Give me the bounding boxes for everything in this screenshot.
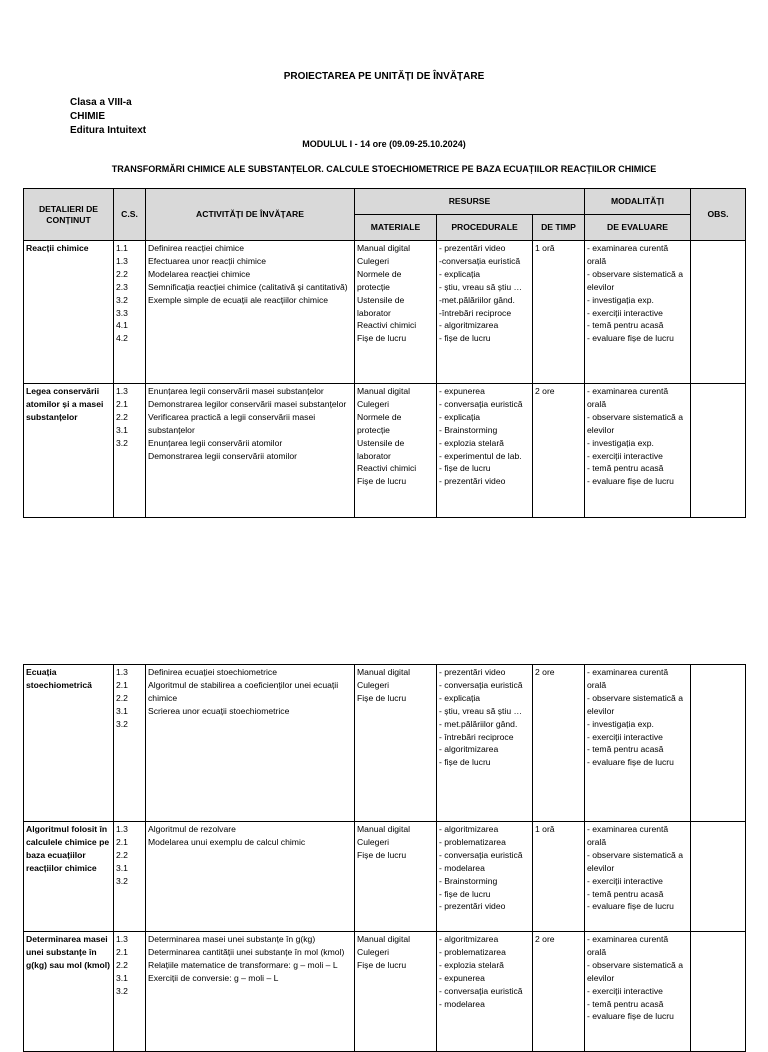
topic-cell: Algoritmul folosit în calculele chimice pe baza ecuațiilor reacțiilor chimice (24, 822, 114, 932)
cs-line: 2.2 (116, 849, 128, 860)
procedural-line: - explicația (439, 411, 481, 422)
table-row (24, 822, 746, 932)
evaluation-line: - examinarea curentă orală (587, 934, 669, 957)
cs-line: 2.2 (116, 959, 128, 970)
procedural-line: - fișe de lucru (439, 888, 491, 899)
header-resources: RESURSE (355, 189, 585, 215)
cs-line: 2.1 (116, 836, 128, 847)
procedural-cell (437, 384, 533, 518)
procedural-line: - întrebări reciproce (439, 731, 514, 742)
materials-line: Fișe de lucru (357, 959, 407, 970)
procedural-line: - fișe de lucru (439, 757, 491, 768)
cs-line: 1.3 (116, 255, 128, 266)
cs-line: 4.1 (116, 320, 128, 331)
activities-line: Determinarea masei unei substanțe în g(kg) (148, 934, 316, 944)
evaluation-cell (585, 241, 691, 384)
header-evaluation-top: MODALITĂȚI (585, 189, 691, 215)
header-obs: OBS. (691, 189, 746, 241)
procedural-line: - explicația (439, 268, 481, 279)
cs-line: 3.2 (116, 294, 128, 305)
evaluation-line: - temă pentru acasă (587, 888, 664, 899)
activities-cell (146, 932, 355, 1052)
obs-cell (691, 665, 746, 822)
activities-line: Efectuarea unor reacții chimice (148, 255, 266, 266)
materials-line: Normele de protecție (357, 268, 402, 292)
cs-line: 3.1 (116, 862, 128, 873)
cs-line: 3.3 (116, 307, 128, 318)
obs-cell (691, 384, 746, 518)
materials-line: Manual digital (357, 934, 411, 944)
materials-line: Ustensile de laborator (357, 437, 405, 461)
time-cell: 2 ore (533, 932, 585, 1052)
cs-line: 3.2 (116, 985, 128, 996)
activities-line: Exemple simple de ecuații ale reacțiilor chimice (148, 294, 329, 305)
materials-line: Culegeri (357, 255, 390, 266)
procedural-cell (437, 822, 533, 932)
materials-line: Fișe de lucru (357, 692, 407, 703)
planning-table (23, 188, 746, 518)
activities-line: Scrierea unor ecuații stoechiometrice (148, 705, 290, 716)
activities-line: Algoritmul de stabilirea a coeficienților unei ecuații chimice (148, 679, 339, 703)
evaluation-cell (585, 822, 691, 932)
materials-line: Reactivi chimici (357, 463, 417, 474)
materials-cell (355, 822, 437, 932)
materials-cell (355, 932, 437, 1052)
evaluation-line: - observare sistematică a elevilor (587, 411, 683, 435)
table-row (24, 665, 746, 822)
evaluation-line: - investigația exp. (587, 437, 654, 448)
procedural-line: - Brainstorming (439, 424, 498, 435)
evaluation-line: - evaluare fișe de lucru (587, 1011, 674, 1022)
procedural-line: - știu, vreau să știu … (439, 705, 523, 716)
cs-line: 2.3 (116, 281, 128, 292)
cs-cell (114, 665, 146, 822)
procedural-line: - prezentări video (439, 901, 506, 912)
activities-cell (146, 822, 355, 932)
materials-line: Fișe de lucru (357, 333, 407, 344)
activities-line: Determinarea cantității unei substanțe în mol (kmol) (148, 946, 345, 957)
header-procedural: PROCEDURALE (437, 215, 533, 241)
materials-line: Fișe de lucru (357, 849, 407, 860)
activities-line: Modelarea reacției chimice (148, 268, 251, 279)
cs-line: 1.3 (116, 824, 128, 834)
activities-line: Definirea reacției chimice (148, 243, 244, 253)
evaluation-line: - investigația exp. (587, 294, 654, 305)
evaluation-line: - exerciții interactive (587, 307, 663, 318)
evaluation-line: - evaluare fișe de lucru (587, 757, 674, 768)
obs-cell (691, 241, 746, 384)
cs-line: 2.1 (116, 398, 128, 409)
procedural-line: - met.pălăriilor gând. (439, 718, 518, 729)
procedural-line: - știu, vreau să știu … (439, 281, 523, 292)
cs-line: 2.1 (116, 946, 128, 957)
activities-line: Relațiile matematice de transformare: g – moli – L (148, 959, 338, 970)
materials-cell (355, 384, 437, 518)
topic-cell: Ecuația stoechiometrică (24, 665, 114, 822)
cs-cell (114, 822, 146, 932)
procedural-line: - experimentul de lab. (439, 450, 522, 461)
materials-line: Culegeri (357, 836, 390, 847)
cs-line: 4.2 (116, 333, 128, 344)
evaluation-line: - exerciții interactive (587, 450, 663, 461)
evaluation-line: - exerciții interactive (587, 731, 663, 742)
evaluation-line: - observare sistematică a elevilor (587, 849, 683, 873)
activities-line: Demonstrarea legii conservării atomilor (148, 450, 298, 461)
cs-line: 1.3 (116, 934, 128, 944)
evaluation-line: - temă pentru acasă (587, 463, 664, 474)
cs-line: 3.2 (116, 875, 128, 886)
activities-line: Definirea ecuației stoechiometrice (148, 667, 277, 677)
procedural-line: - prezentări video (439, 476, 506, 487)
procedural-cell (437, 241, 533, 384)
materials-line: Fișe de lucru (357, 476, 407, 487)
evaluation-line: - evaluare fișe de lucru (587, 901, 674, 912)
evaluation-line: - exerciții interactive (587, 985, 663, 996)
materials-line: Culegeri (357, 679, 390, 690)
materials-line: Normele de protecție (357, 411, 402, 435)
module-title: MODULUL I - 14 ore (09.09-25.10.2024) (302, 139, 466, 149)
materials-line: Reactivi chimici (357, 320, 417, 331)
materials-cell (355, 665, 437, 822)
procedural-line: - conversația euristică (439, 679, 523, 690)
evaluation-line: - observare sistematică a elevilor (587, 692, 683, 716)
time-cell: 2 ore (533, 384, 585, 518)
procedural-line: - conversația euristică (439, 849, 523, 860)
table-body (24, 241, 746, 518)
evaluation-line: - examinarea curentă orală (587, 386, 669, 409)
page-title: PROIECTAREA PE UNITĂȚI DE ÎNVĂȚARE (283, 71, 485, 82)
evaluation-line: - examinarea curentă orală (587, 824, 669, 847)
table-body-continued (24, 665, 746, 1052)
procedural-line: - algoritmizarea (439, 744, 499, 755)
procedural-line: - explozia stelară (439, 959, 504, 970)
subject-label: CHIMIE (70, 111, 105, 122)
procedural-line: - problematizarea (439, 836, 506, 847)
time-cell: 2 ore (533, 665, 585, 822)
obs-cell (691, 822, 746, 932)
procedural-line: - algoritmizarea (439, 824, 499, 834)
procedural-line: - algoritmizarea (439, 934, 499, 944)
topic-cell: Legea conservării atomilor și a masei substanțelor (24, 384, 114, 518)
time-cell: 1 oră (533, 822, 585, 932)
cs-line: 1.3 (116, 667, 128, 677)
procedural-line: - modelarea (439, 862, 485, 873)
evaluation-line: - examinarea curentă orală (587, 243, 669, 266)
activities-cell (146, 384, 355, 518)
procedural-line: - expunerea (439, 386, 485, 396)
cs-line: 3.2 (116, 437, 128, 448)
header-time: DE TIMP (533, 215, 585, 241)
topic-cell: Determinarea masei unei substanțe în g(kg) sau mol (kmol) (24, 932, 114, 1052)
activities-line: Exerciții de conversie: g – moli – L (148, 972, 279, 983)
time-cell: 1 oră (533, 241, 585, 384)
procedural-line: - prezentări video (439, 243, 506, 253)
materials-line: Manual digital (357, 243, 411, 253)
activities-cell (146, 665, 355, 822)
evaluation-line: - investigația exp. (587, 718, 654, 729)
evaluation-line: - evaluare fișe de lucru (587, 333, 674, 344)
procedural-line: - algoritmizarea (439, 320, 499, 331)
procedural-line: - Brainstorming (439, 875, 498, 886)
procedural-cell (437, 665, 533, 822)
materials-line: Manual digital (357, 667, 411, 677)
header-evaluation-bottom: DE EVALUARE (585, 215, 691, 241)
procedural-line: - prezentări video (439, 667, 506, 677)
cs-line: 3.1 (116, 424, 128, 435)
unit-title: TRANSFORMĂRI CHIMICE ALE SUBSTANȚELOR. CALCULE STOECHIOMETRICE PE BAZA ECUAȚIILOR REACȚIILOR CHIMICE (111, 164, 657, 174)
activities-line: Algoritmul de rezolvare (148, 824, 236, 834)
cs-line: 1.3 (116, 386, 128, 396)
activities-line: Modelarea unui exemplu de calcul chimic (148, 836, 306, 847)
cs-line: 2.2 (116, 411, 128, 422)
header-materials: MATERIALE (355, 215, 437, 241)
procedural-line: -întrebări reciproce (439, 307, 512, 318)
materials-line: Culegeri (357, 398, 390, 409)
materials-line: Manual digital (357, 386, 411, 396)
activities-cell (146, 241, 355, 384)
activities-line: Verificarea practică a legii conservării masei substanțelor (148, 411, 316, 435)
evaluation-line: - temă pentru acasă (587, 998, 664, 1009)
table-row (24, 241, 746, 384)
materials-line: Culegeri (357, 946, 390, 957)
procedural-line: - explozia stelară (439, 437, 504, 448)
cs-cell (114, 932, 146, 1052)
materials-cell (355, 241, 437, 384)
activities-line: Enunțarea legii conservării masei substanțelor (148, 386, 324, 396)
header-content: DETALIERI DE CONȚINUT (24, 189, 114, 241)
procedural-line: - expunerea (439, 972, 485, 983)
activities-line: Semnificația reacției chimice (calitativă și cantitativă) (148, 281, 348, 292)
cs-cell (114, 384, 146, 518)
cs-line: 3.2 (116, 718, 128, 729)
procedural-line: - modelarea (439, 998, 485, 1009)
table-row (24, 384, 746, 518)
class-label: Clasa a VIII-a (70, 97, 132, 108)
evaluation-line: - observare sistematică a elevilor (587, 959, 683, 983)
procedural-line: - problematizarea (439, 946, 506, 957)
activities-line: Enunțarea legii conservării atomilor (148, 437, 283, 448)
evaluation-cell (585, 665, 691, 822)
cs-line: 3.1 (116, 705, 128, 716)
materials-line: Ustensile de laborator (357, 294, 405, 318)
procedural-line: -met.pălăriilor gând. (439, 294, 515, 305)
materials-line: Manual digital (357, 824, 411, 834)
obs-cell (691, 932, 746, 1052)
cs-line: 2.1 (116, 679, 128, 690)
evaluation-line: - evaluare fișe de lucru (587, 476, 674, 487)
cs-line: 1.1 (116, 243, 128, 253)
procedural-line: - conversația euristică (439, 985, 523, 996)
evaluation-line: - temă pentru acasă (587, 320, 664, 331)
header-activities: ACTIVITĂȚI DE ÎNVĂȚARE (146, 189, 355, 241)
planning-table-continued (23, 664, 746, 1052)
activities-line: Demonstrarea legilor conservării masei substanțelor (148, 398, 347, 409)
publisher-label: Editura Intuitext (70, 125, 147, 136)
procedural-line: - conversația euristică (439, 398, 523, 409)
cs-line: 2.2 (116, 692, 128, 703)
evaluation-line: - exerciții interactive (587, 875, 663, 886)
evaluation-cell (585, 384, 691, 518)
evaluation-line: - examinarea curentă orală (587, 667, 669, 690)
evaluation-cell (585, 932, 691, 1052)
evaluation-line: - temă pentru acasă (587, 744, 664, 755)
cs-line: 3.1 (116, 972, 128, 983)
procedural-line: - fișe de lucru (439, 463, 491, 474)
topic-cell: Reacții chimice (24, 241, 114, 384)
procedural-line: -conversația euristică (439, 255, 521, 266)
procedural-line: - fișe de lucru (439, 333, 491, 344)
header-cs: C.S. (114, 189, 146, 241)
cs-cell (114, 241, 146, 384)
procedural-line: - explicația (439, 692, 481, 703)
cs-line: 2.2 (116, 268, 128, 279)
evaluation-line: - observare sistematică a elevilor (587, 268, 683, 292)
table-row (24, 932, 746, 1052)
procedural-cell (437, 932, 533, 1052)
